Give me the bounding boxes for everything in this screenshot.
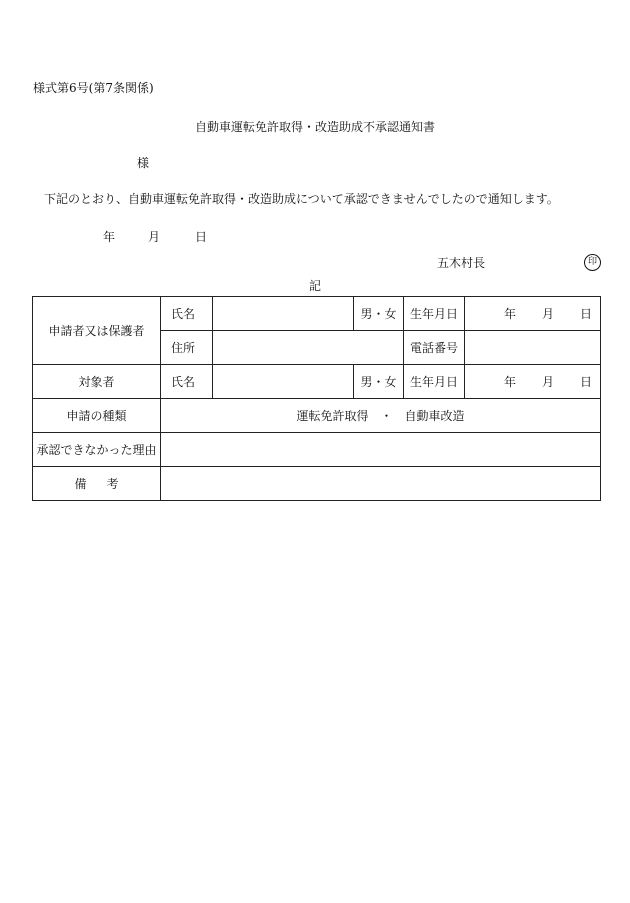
applicant-birth-day: 日 (579, 307, 592, 321)
application-form-table (32, 296, 601, 501)
target-birthdate-field[interactable] (465, 365, 601, 399)
applicant-address-field[interactable] (213, 331, 404, 365)
target-birth-year: 年 (503, 375, 516, 389)
issuer-name: 五木村長 (437, 256, 486, 270)
date-day-label: 日 (195, 230, 208, 244)
applicant-gender-field[interactable]: 男・女 (354, 297, 404, 331)
addressee-suffix: 様 (137, 156, 150, 170)
target-name-field[interactable] (213, 365, 354, 399)
target-gender-field[interactable]: 男・女 (354, 365, 404, 399)
seal-mark-icon: 印 (584, 254, 601, 271)
remarks-field[interactable] (161, 467, 601, 501)
table-row (33, 365, 601, 399)
table-row (33, 399, 601, 433)
applicant-birth-month: 月 (541, 307, 554, 321)
table-row (33, 433, 601, 467)
date-year-label: 年 (103, 230, 116, 244)
target-birth-month: 月 (541, 375, 554, 389)
applicant-phone-field[interactable] (465, 331, 601, 365)
notice-body-text: 下記のとおり、自動車運転免許取得・改造助成について承認できませんでしたので通知します。 (44, 192, 559, 206)
target-person-label: 対象者 (33, 365, 161, 399)
remarks-label: 備考 (33, 467, 161, 501)
rejection-reason-label: 承認できなかった理由 (33, 433, 161, 467)
applicant-birth-year: 年 (503, 307, 516, 321)
table-row (33, 297, 601, 331)
rejection-reason-field[interactable] (161, 433, 601, 467)
applicant-birthdate-field[interactable] (465, 297, 601, 331)
table-row (33, 467, 601, 501)
form-number-label: 様式第6号(第7条関係) (33, 81, 154, 95)
date-month-label: 月 (148, 230, 161, 244)
request-type-options[interactable]: 運転免許取得 ・ 自動車改造 (161, 399, 601, 433)
applicant-phone-label: 電話番号 (404, 331, 465, 365)
request-type-label: 申請の種類 (33, 399, 161, 433)
applicant-name-label: 氏名 (161, 297, 213, 331)
applicant-name-field[interactable] (213, 297, 354, 331)
target-birthdate-label: 生年月日 (404, 365, 465, 399)
applicant-birthdate-label: 生年月日 (404, 297, 465, 331)
applicant-address-label: 住所 (161, 331, 213, 365)
target-name-label: 氏名 (161, 365, 213, 399)
ki-label: 記 (308, 279, 321, 293)
document-title: 自動車運転免許取得・改造助成不承認通知書 (194, 120, 435, 134)
applicant-label: 申請者又は保護者 (33, 297, 161, 365)
target-birth-day: 日 (579, 375, 592, 389)
